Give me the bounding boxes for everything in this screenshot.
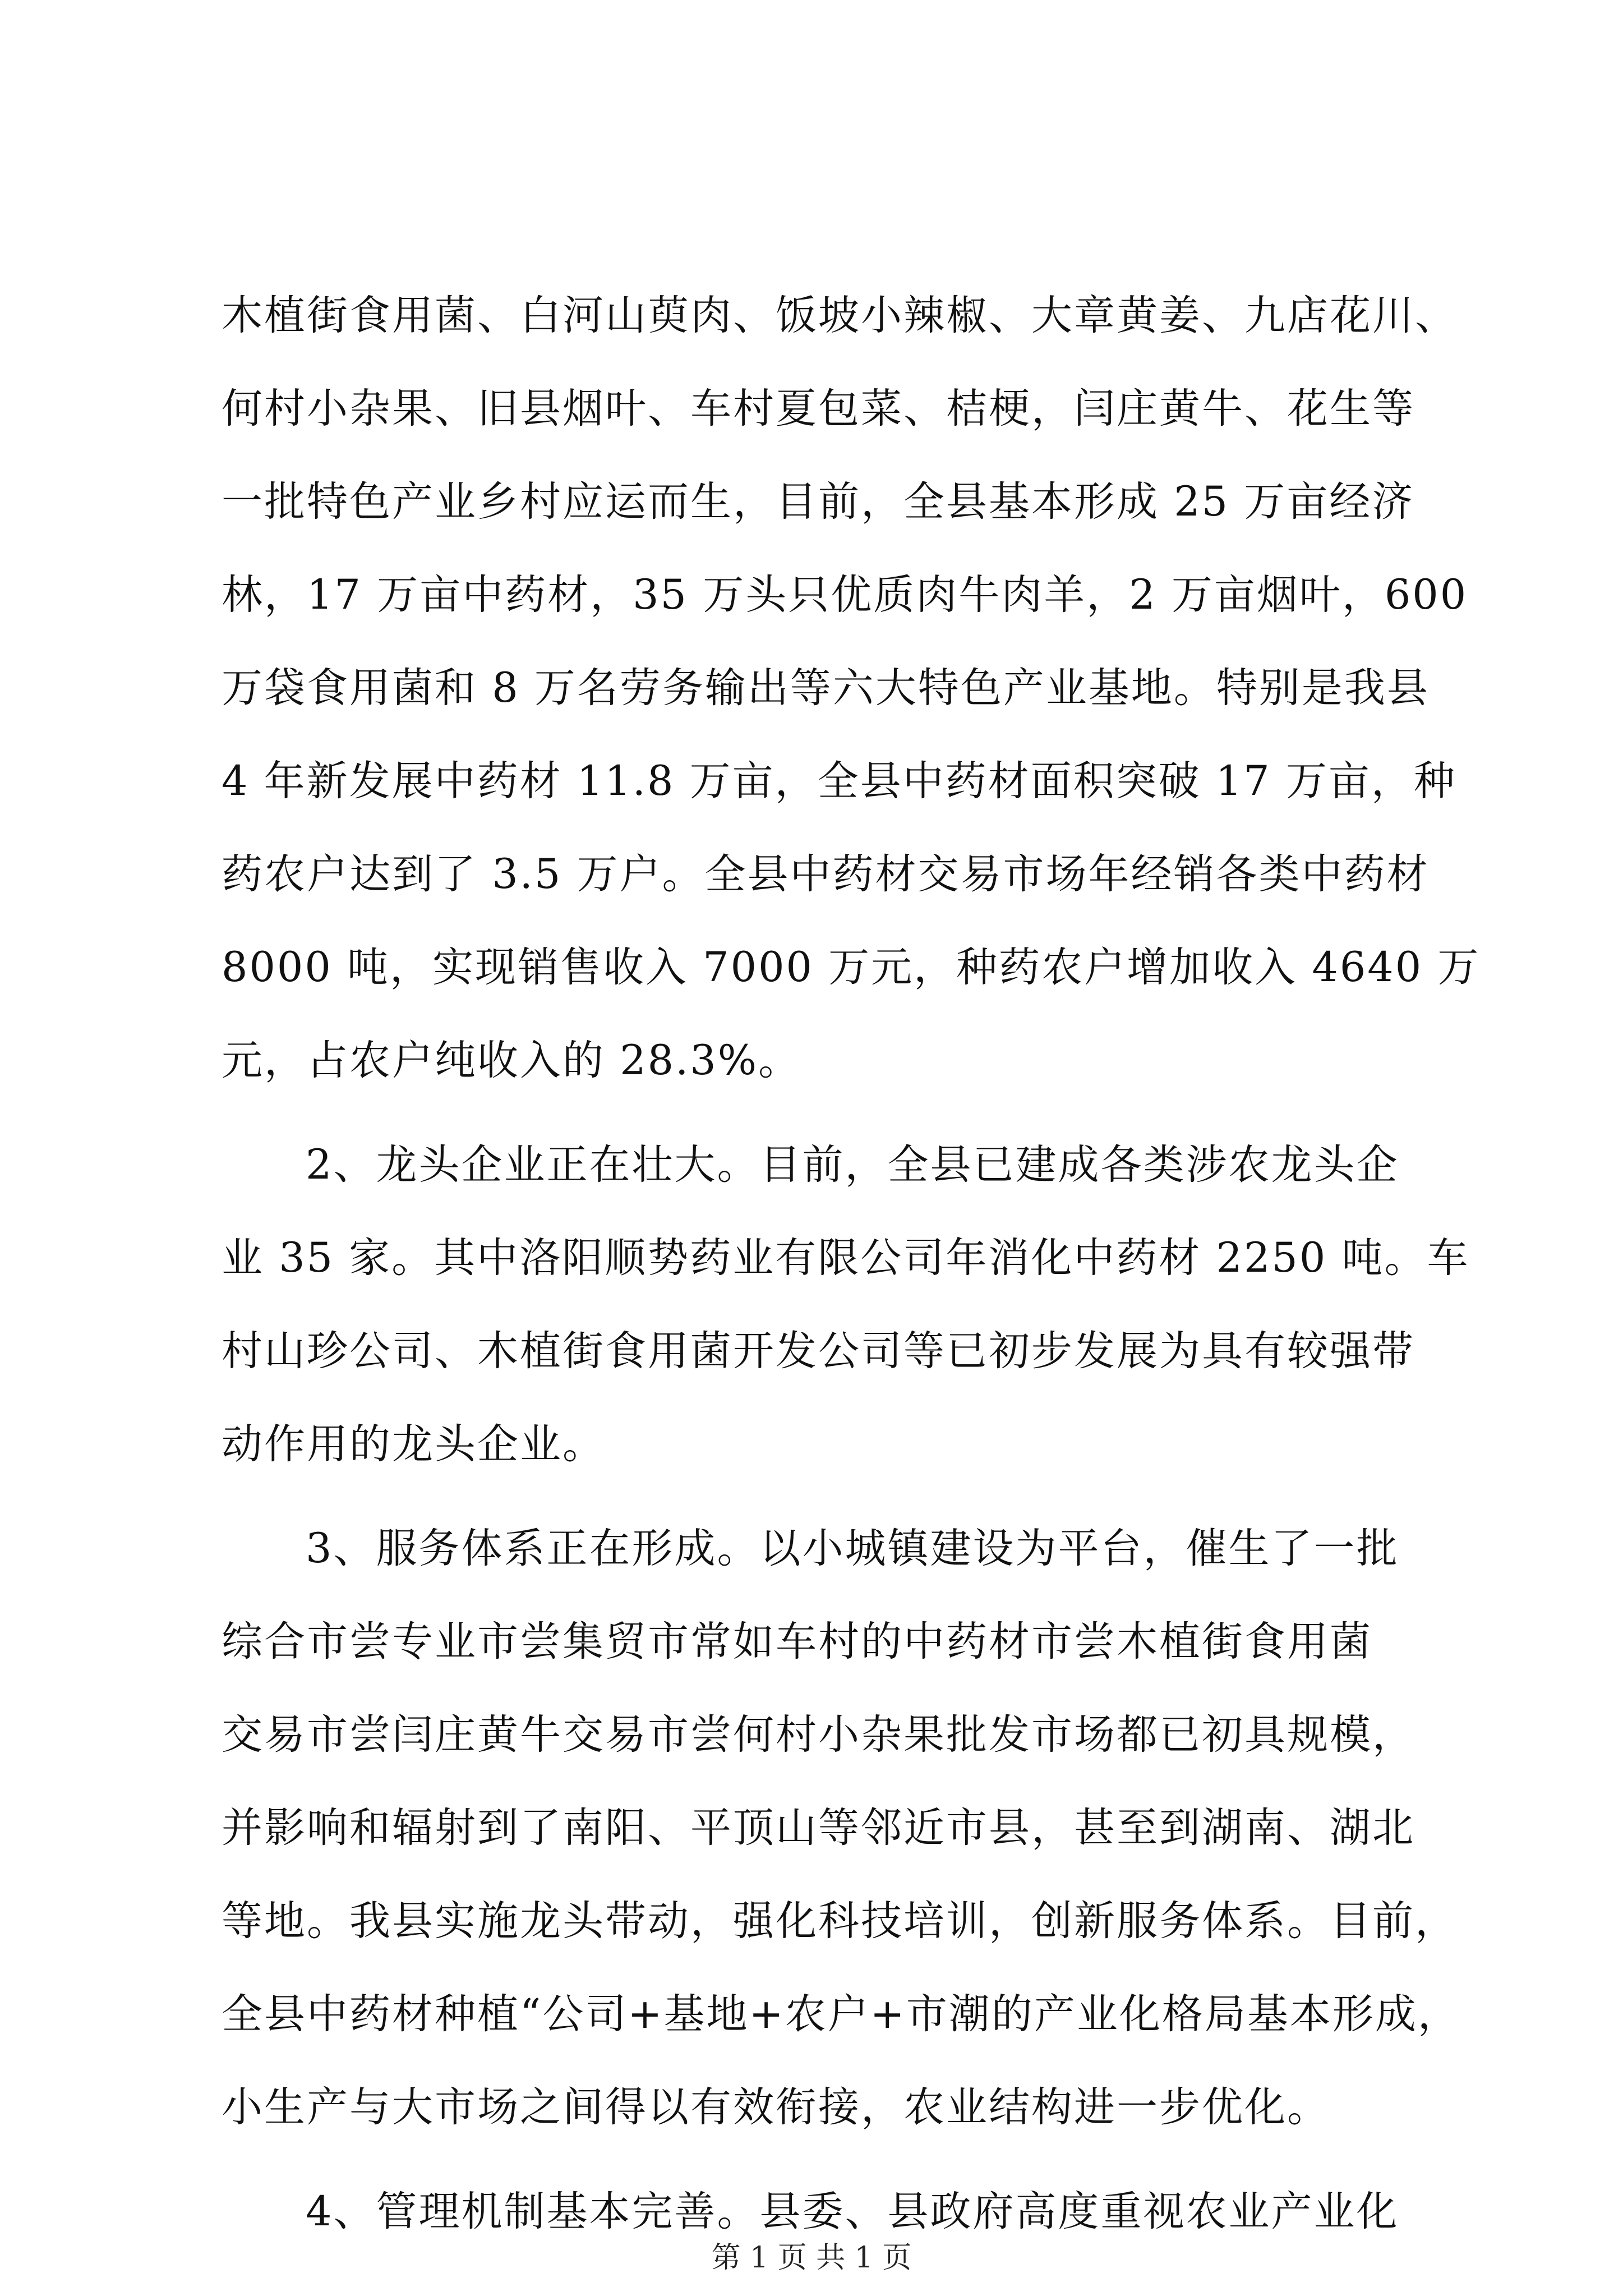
text-line: 木植街食用菌、白河山萸肉、饭坡小辣椒、大章黄姜、九店花川、: [222, 292, 1458, 339]
text-line: 等地。我县实施龙头带动，强化科技培训，创新服务体系。目前，: [222, 1897, 1458, 1945]
page-footer: 第 1 页 共 1 页: [711, 2241, 912, 2275]
text-line: 8000 吨，实现销售收入 7000 万元，种药农户增加收入 4640 万: [222, 944, 1481, 991]
text-line: 药农户达到了 3.5 万户。全县中药材交易市场年经销各类中药材: [222, 850, 1430, 898]
text-line: 4、管理机制基本完善。县委、县政府高度重视农业产业化: [306, 2188, 1399, 2235]
text-line: 何村小杂果、旧县烟叶、车村夏包菜、桔梗，闫庄黄牛、花生等: [222, 385, 1415, 432]
text-line: 村山珍公司、木植街食用菌开发公司等已初步发展为具有较强带: [222, 1327, 1415, 1375]
text-line: 万袋食用菌和 8 万名劳务输出等六大特色产业基地。特别是我县: [222, 664, 1430, 712]
text-line: 林，17 万亩中药材，35 万头只优质肉牛肉羊，2 万亩烟叶，600: [222, 571, 1468, 619]
text-line: 全县中药材种植“公司+基地+农户+市潮的产业化格局基本形成，: [222, 1990, 1460, 2038]
text-line: 综合市尝专业市尝集贸市常如车村的中药材市尝木植街食用菌: [222, 1618, 1372, 1665]
text-line: 业 35 家。其中洛阳顺势药业有限公司年消化中药材 2250 吨。车: [222, 1234, 1470, 1282]
text-line: 小生产与大市场之间得以有效衔接，农业结构进一步优化。: [222, 2083, 1330, 2131]
text-line: 元，占农户纯收入的 28.3%。: [222, 1037, 801, 1084]
text-line: 3、服务体系正在形成。以小城镇建设为平台，催生了一批: [306, 1525, 1399, 1572]
text-line: 4 年新发展中药材 11.8 万亩，全县中药材面积突破 17 万亩，种: [222, 757, 1456, 805]
text-line: 2、龙头企业正在壮大。目前，全县已建成各类涉农龙头企: [306, 1141, 1399, 1189]
text-line: 并影响和辐射到了南阳、平顶山等邻近市县，甚至到湖南、湖北: [222, 1804, 1415, 1852]
text-line: 交易市尝闫庄黄牛交易市尝何村小杂果批发市场都已初具规模，: [222, 1711, 1415, 1759]
text-line: 一批特色产业乡村应运而生，目前，全县基本形成 25 万亩经济: [222, 478, 1415, 526]
text-line: 动作用的龙头企业。: [222, 1420, 605, 1468]
